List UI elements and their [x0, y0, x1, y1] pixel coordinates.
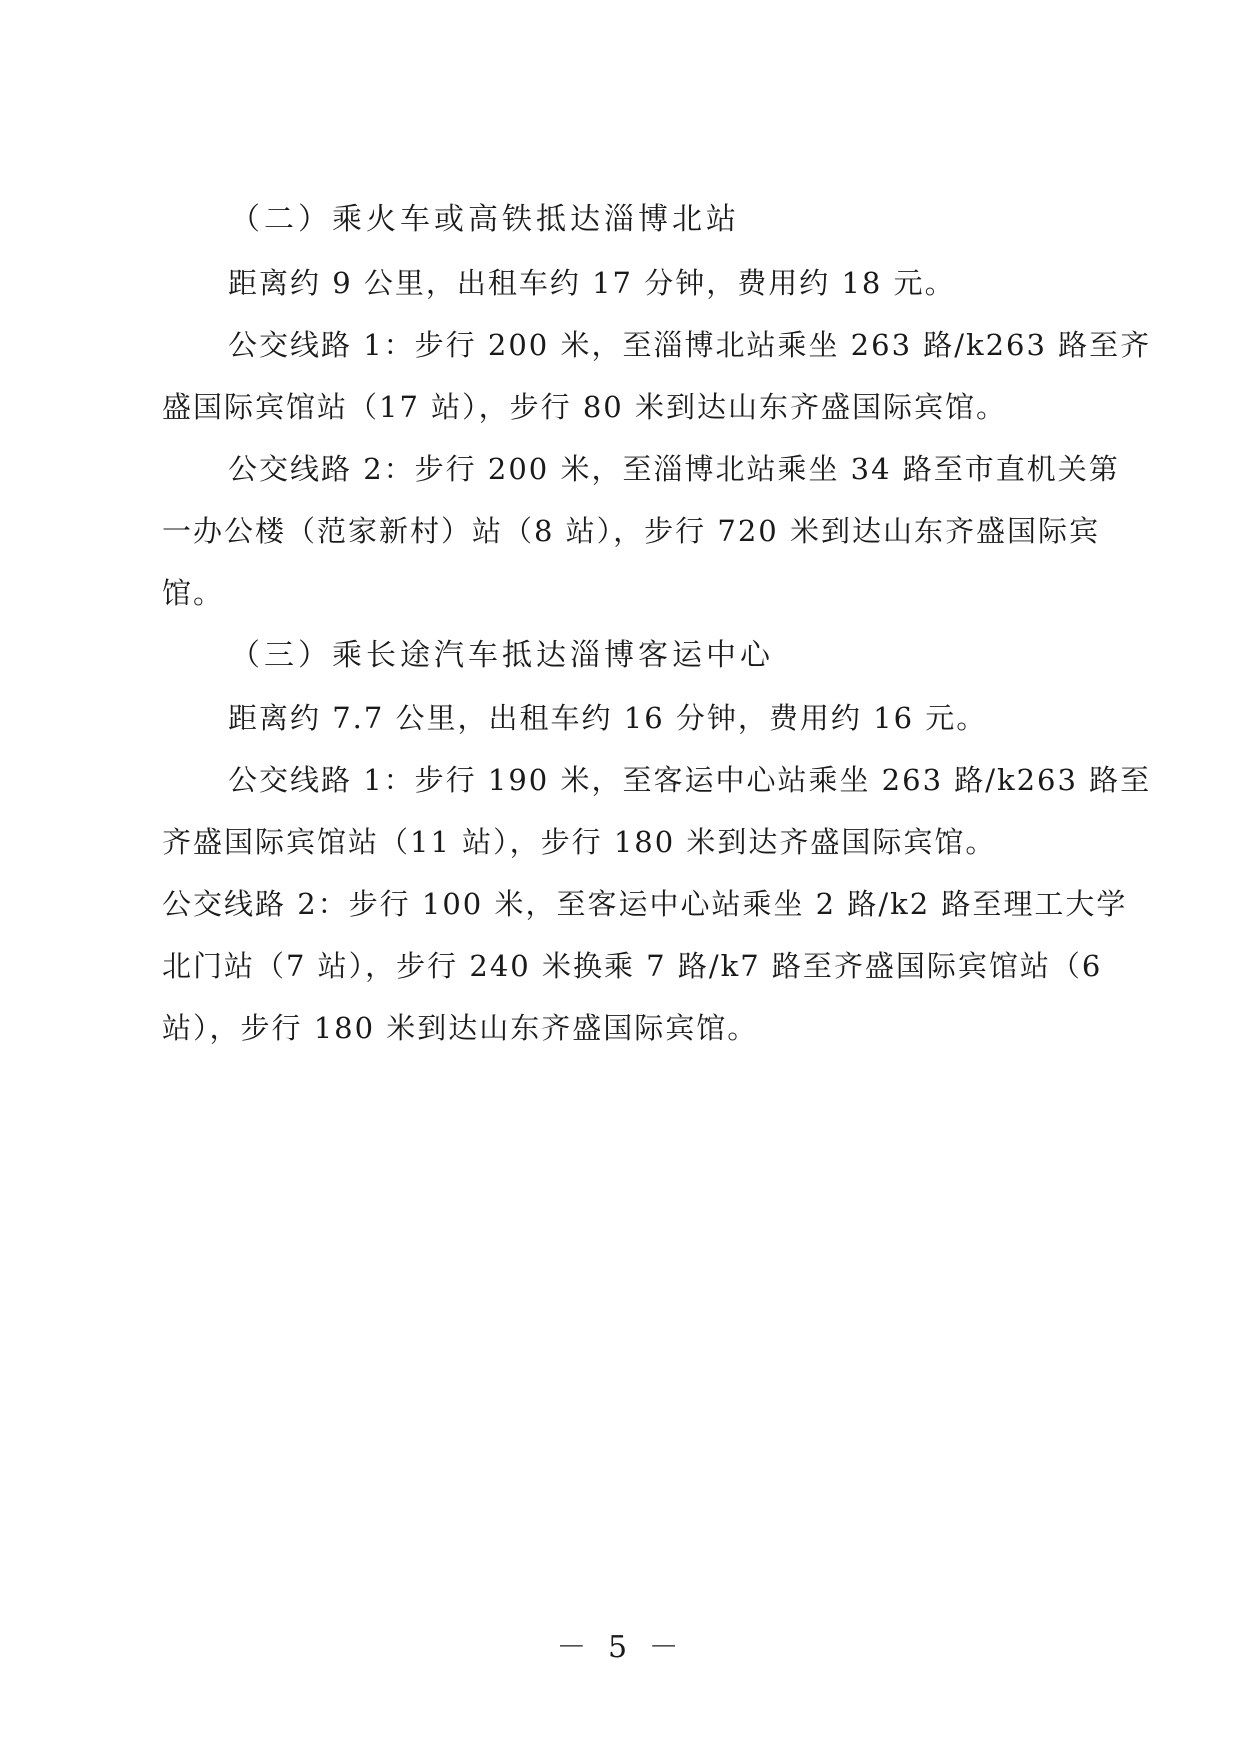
- section-2-route-2-line-1: [228, 449, 1241, 489]
- section-2-route-1-line-1: [228, 325, 1241, 365]
- section-3-route-2-text-3: 站），步行 180 米到达山东齐盛国际宾馆。: [162, 1011, 759, 1045]
- section-2-route-1-text-1: 公交线路 1：步行 200 米，至淄博北站乘坐 263 路/k263 路至齐: [228, 328, 1152, 362]
- section-3-heading: [230, 636, 1241, 676]
- section-2-route-1-text-2: 盛国际宾馆站（17 站），步行 80 米到达山东齐盛国际宾馆。: [162, 390, 1007, 424]
- section-2-heading-text: （二）乘火车或高铁抵达淄博北站: [230, 202, 740, 237]
- section-3-route-1-line-2: [162, 822, 1241, 862]
- section-2-route-2-text-1: 公交线路 2：步行 200 米，至淄博北站乘坐 34 路至市直机关第: [228, 452, 1120, 486]
- section-3-route-2-line-3: [162, 1008, 1241, 1048]
- section-3-route-2-text-2: 北门站（7 站），步行 240 米换乘 7 路/k7 路至齐盛国际宾馆站（6: [162, 949, 1103, 983]
- section-3-route-1-text-1: 公交线路 1：步行 190 米，至客运中心站乘坐 263 路/k263 路至: [228, 763, 1152, 797]
- page-number: － 5 －: [556, 1630, 685, 1665]
- section-2-route-1-line-2: [162, 387, 1241, 427]
- section-2-route-2-text-3: 馆。: [162, 576, 225, 610]
- section-3-route-1-line-1: [228, 760, 1241, 800]
- section-2-route-2-line-3: [162, 573, 1241, 613]
- section-3-distance-text: 距离约 7.7 公里，出租车约 16 分钟，费用约 16 元。: [228, 701, 988, 735]
- section-3-distance: [228, 698, 1241, 738]
- section-2-heading: [230, 200, 1241, 240]
- section-2-route-2-line-2: [162, 511, 1241, 551]
- section-3-route-2-line-2: [162, 946, 1241, 986]
- section-2-distance: [228, 263, 1241, 303]
- section-3-route-2-line-1: [162, 884, 1241, 924]
- section-2-distance-text: 距离约 9 公里，出租车约 17 分钟，费用约 18 元。: [228, 266, 956, 300]
- section-2-route-2-text-2: 一办公楼（范家新村）站（8 站），步行 720 米到达山东齐盛国际宾: [162, 514, 1100, 548]
- section-3-heading-text: （三）乘长途汽车抵达淄博客运中心: [230, 638, 774, 673]
- section-3-route-1-text-2: 齐盛国际宾馆站（11 站），步行 180 米到达齐盛国际宾馆。: [162, 825, 997, 859]
- section-3-route-2-text-1: 公交线路 2：步行 100 米，至客运中心站乘坐 2 路/k2 路至理工大学: [162, 887, 1128, 921]
